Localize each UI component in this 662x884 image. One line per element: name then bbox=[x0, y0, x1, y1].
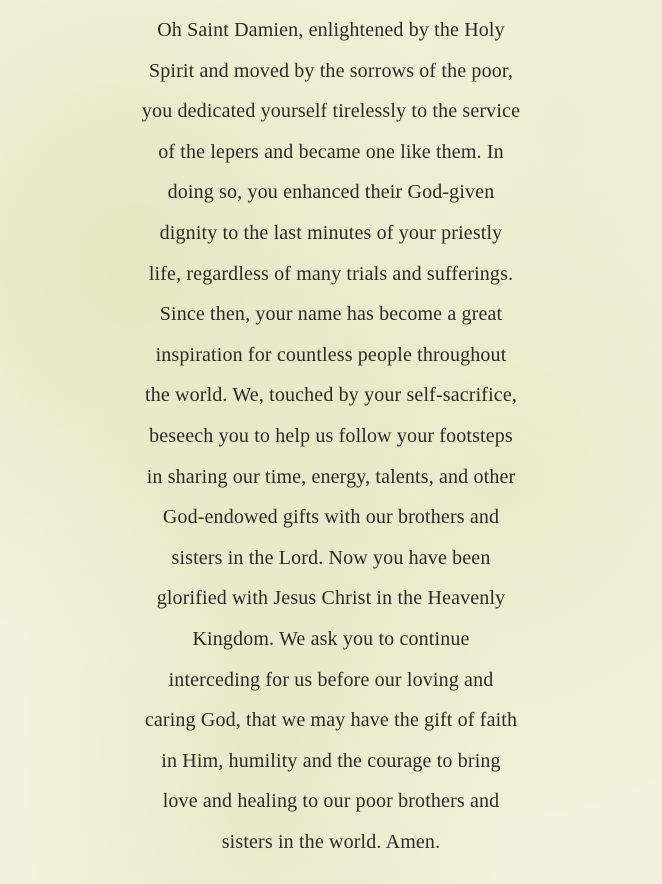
prayer-line: God-endowed gifts with our brothers and bbox=[162, 506, 500, 529]
prayer-line: life, regardless of many trials and sufferings. bbox=[148, 262, 514, 285]
prayer-line: Since then, your name has become a great bbox=[159, 303, 503, 326]
prayer-line: you dedicated yourself tirelessly to the service bbox=[141, 100, 521, 123]
prayer-line: of the lepers and became one like them. In bbox=[158, 140, 504, 163]
prayer-line: Spirit and moved by the sorrows of the poor, bbox=[148, 59, 514, 82]
prayer-line: beseech you to help us follow your footsteps bbox=[149, 424, 513, 447]
prayer-line: love and healing to our poor brothers and bbox=[162, 790, 500, 813]
prayer-line: sisters in the Lord. Now you have been bbox=[171, 546, 491, 569]
prayer-line: the world. We, touched by your self-sacrifice, bbox=[144, 384, 518, 407]
prayer-line: inspiration for countless people throughout bbox=[155, 343, 507, 366]
prayer-line: dignity to the last minutes of your priestly bbox=[159, 221, 503, 244]
prayer-line: glorified with Jesus Christ in the Heavenly bbox=[156, 587, 506, 610]
prayer-line: Kingdom. We ask you to continue bbox=[192, 627, 470, 650]
prayer-text bbox=[0, 10, 662, 862]
prayer-line: doing so, you enhanced their God-given bbox=[167, 181, 495, 204]
prayer-line: interceding for us before our loving and bbox=[168, 668, 494, 691]
prayer-line: in Him, humility and the courage to bring bbox=[161, 749, 501, 772]
prayer-line: Oh Saint Damien, enlightened by the Holy bbox=[157, 19, 505, 41]
prayer-line: caring God, that we may have the gift of faith bbox=[144, 709, 518, 732]
prayer-line: sisters in the world. Amen. bbox=[221, 830, 441, 853]
prayer-line: in sharing our time, energy, talents, and other bbox=[146, 465, 516, 488]
